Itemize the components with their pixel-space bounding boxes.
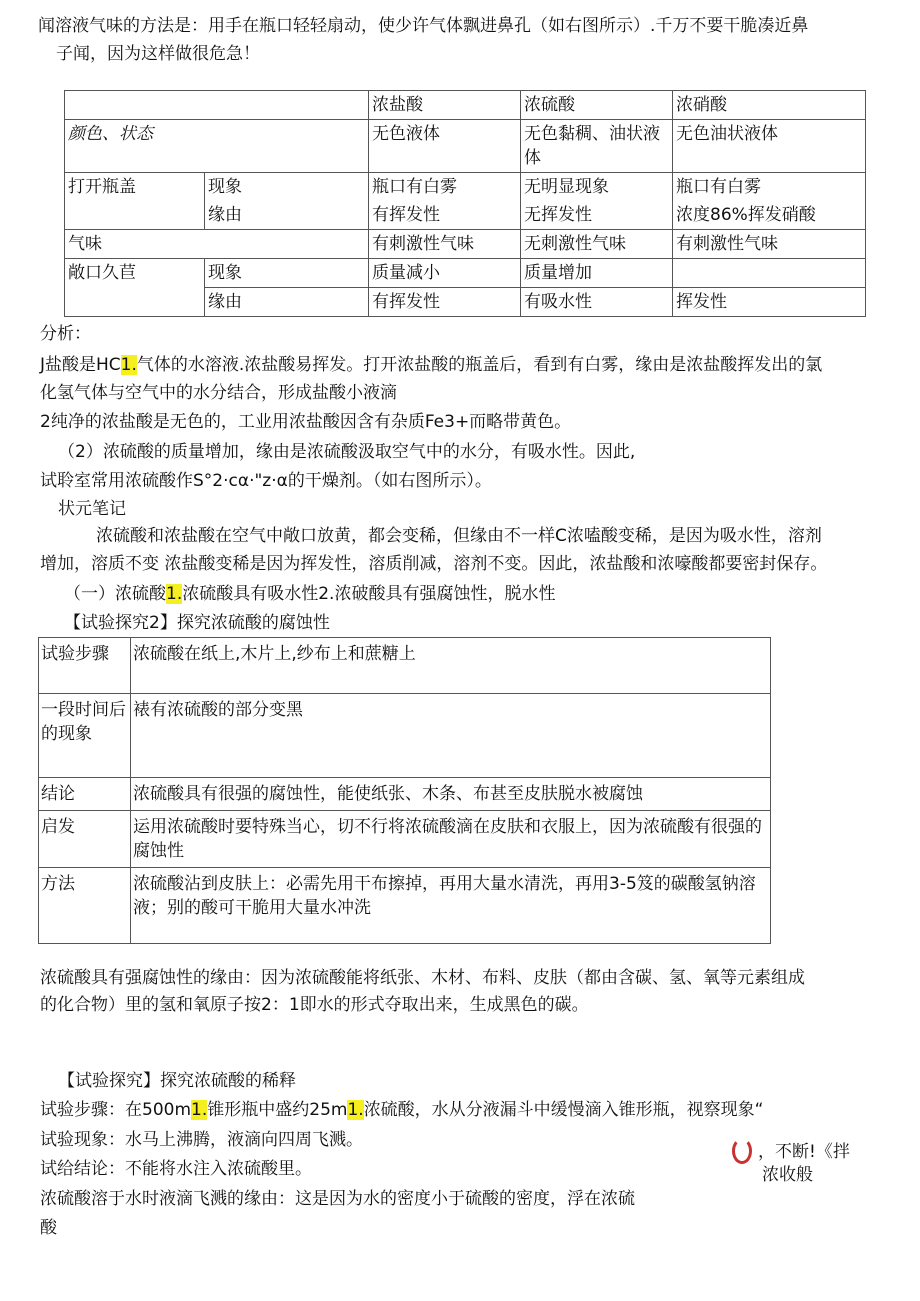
row-label: 结论 (39, 778, 131, 811)
row-label: 试验步骤 (39, 638, 131, 694)
table-cell: 无色黏稠、油状液体 (521, 120, 673, 173)
header-hcl: 浓盐酸 (369, 91, 521, 120)
side-note-1: ，不断!《拌 (758, 1142, 850, 1162)
analysis-paragraph-3: （2）浓硫酸的质量增加，缘由是浓硫酸汲取空气中的水分，有吸水性。因此, (58, 442, 636, 462)
table-row (65, 91, 866, 120)
table-row (65, 173, 866, 202)
sub-label: 现象 (205, 259, 369, 288)
table-cell: 裱有浓硫酸的部分变黑 (131, 694, 771, 778)
sub-label: 缘由 (205, 288, 369, 317)
table-cell: 运用浓硫酸时要特殊当心，切不行将浓硫酸滴在皮肤和衣服上，因为浓硫酸有很强的腐蚀性 (131, 811, 771, 868)
table-cell: 无色油状液体 (673, 120, 866, 173)
analysis-title: 分析： (40, 324, 91, 344)
table-row (39, 638, 771, 694)
table-cell: 挥发性 (673, 288, 866, 317)
corrosion-table (38, 637, 771, 944)
table-cell: 浓硫酸在纸上,木片上,纱布上和蔗糖上 (131, 638, 771, 694)
header-hno3: 浓硝酸 (673, 91, 866, 120)
table-cell: 有挥发性 (369, 201, 521, 230)
table-cell: 有挥发性 (369, 288, 521, 317)
table-cell: 瓶口有白雾 (369, 173, 521, 202)
experiment3-explain-2: 酸 (40, 1218, 57, 1238)
table-row (39, 811, 771, 868)
side-note-2: 浓收般 (762, 1165, 813, 1185)
experiment2-title: 【试验探究2】探究浓硫酸的腐蚀性 (64, 613, 330, 633)
table-cell: 有刺激性气味 (673, 230, 866, 259)
analysis-paragraph-1: J盐酸是HC1.气体的水溶液.浓盐酸易挥发。打开浓盐酸的瓶盖后，看到有白雾，缘由是浓盐酸挥发出的氯 (40, 355, 823, 375)
row-label: 气味 (65, 230, 369, 259)
reason-line-2: 的化合物）里的氢和氧原子按2：1即水的形式夺取出来，生成黑色的碳。 (40, 995, 589, 1015)
table-cell (673, 259, 866, 288)
table-row (39, 694, 771, 778)
table-cell: 无刺激性气味 (521, 230, 673, 259)
analysis-paragraph-3-cont: 试聆室常用浓硫酸作S°2·cα·"z·α的干燥剂。（如右图所示）。 (40, 471, 492, 491)
table-row (65, 259, 866, 288)
table-cell: 无明显现象 (521, 173, 673, 202)
experiment3-phenomenon: 试验现象：水马上沸腾，液滴向四周飞溅。 (40, 1130, 363, 1150)
table-cell: 有刺激性气味 (369, 230, 521, 259)
table-cell: 无挥发性 (521, 201, 673, 230)
highlight-mark: 1. (120, 355, 137, 375)
table-row (39, 868, 771, 944)
table-cell: 瓶口有白雾 (673, 173, 866, 202)
highlight-mark: 1. (191, 1100, 208, 1120)
notes-point: （一）浓硫酸1.浓硫酸具有吸水性2.浓破酸具有强腐蚀性，脱水性 (64, 584, 556, 604)
table-row (65, 288, 866, 317)
analysis-paragraph-1-cont: 化氢气体与空气中的水分结合，形成盐酸小液滴 (40, 383, 397, 403)
experiment3-step: 试验步骤：在500m1.锥形瓶中盛约25m1.浓硫酸，水从分液漏斗中缓慢滴入锥形瓶，视察现象“ (40, 1100, 764, 1120)
row-label: 敞口久苣 (65, 259, 205, 288)
experiment3-conclusion: 试给结论：不能将水注入浓硫酸里。 (40, 1159, 312, 1179)
row-label: 颜色、状态 (65, 120, 369, 173)
table-cell: 质量减小 (369, 259, 521, 288)
table-cell: 质量增加 (521, 259, 673, 288)
table-cell: 无色液体 (369, 120, 521, 173)
row-label: 打开瓶盖 (65, 173, 205, 202)
row-label: 一段时间后的现象 (39, 694, 131, 778)
table-row (39, 778, 771, 811)
header-h2so4: 浓硫酸 (521, 91, 673, 120)
red-circle-icon (732, 1138, 752, 1164)
experiment3-title: 【试验探究】探究浓硫酸的稀释 (58, 1071, 296, 1091)
row-label: 方法 (39, 868, 131, 944)
acid-properties-table (64, 90, 866, 317)
table-cell: 浓硫酸沾到皮肤上：必需先用干布擦掉，再用大量水清洗，再用3-5笈的碳酸氢钠溶液；别的酸可干脆用大量水冲洗 (131, 868, 771, 944)
analysis-paragraph-2: 2纯净的浓盐酸是无色的，工业用浓盐酸因含有杂质Fe3+而略带黄色。 (40, 412, 572, 432)
table-cell: 浓硫酸具有很强的腐蚀性，能使纸张、木条、布甚至皮肤脱水被腐蚀 (131, 778, 771, 811)
experiment3-explain-1: 浓硫酸溶于水时液滴飞溅的缘由：这是因为水的密度小于硫酸的密度，浮在浓硫 (40, 1189, 635, 1209)
reason-line-1: 浓硫酸具有强腐蚀性的缘由：因为浓硫酸能将纸张、木材、布料、皮肤（都由含碳、氢、氧等元素组成 (40, 968, 805, 988)
row-label: 启发 (39, 811, 131, 868)
sub-label: 缘由 (205, 201, 369, 230)
intro-line-1: 闻溶液气味的方法是：用手在瓶口轻轻扇动，使少许气体飘进鼻孔（如右图所示）.千万不要干脆凑近鼻 (38, 16, 809, 36)
notes-line-2: 增加，溶质不变 浓盐酸变稀是因为挥发性，溶质削减，溶剂不变。因此，浓盐酸和浓嚎酸都要密封保存。 (40, 554, 828, 574)
sub-label: 现象 (205, 173, 369, 202)
notes-line-1: 浓硫酸和浓盐酸在空气中敞口放黄，都会变稀，但缘由不一样C浓嗑酸变稀，是因为吸水性，溶剂 (96, 526, 822, 546)
notes-title: 状元笔记 (58, 499, 126, 519)
table-row (65, 120, 866, 173)
table-cell: 有吸水性 (521, 288, 673, 317)
table-row (65, 230, 866, 259)
table-cell: 浓度86%挥发硝酸 (673, 201, 866, 230)
table-row (65, 201, 866, 230)
highlight-mark: 1. (166, 584, 183, 604)
intro-line-2: 子闻，因为这样做很危急！ (56, 44, 260, 64)
highlight-mark: 1. (347, 1100, 364, 1120)
